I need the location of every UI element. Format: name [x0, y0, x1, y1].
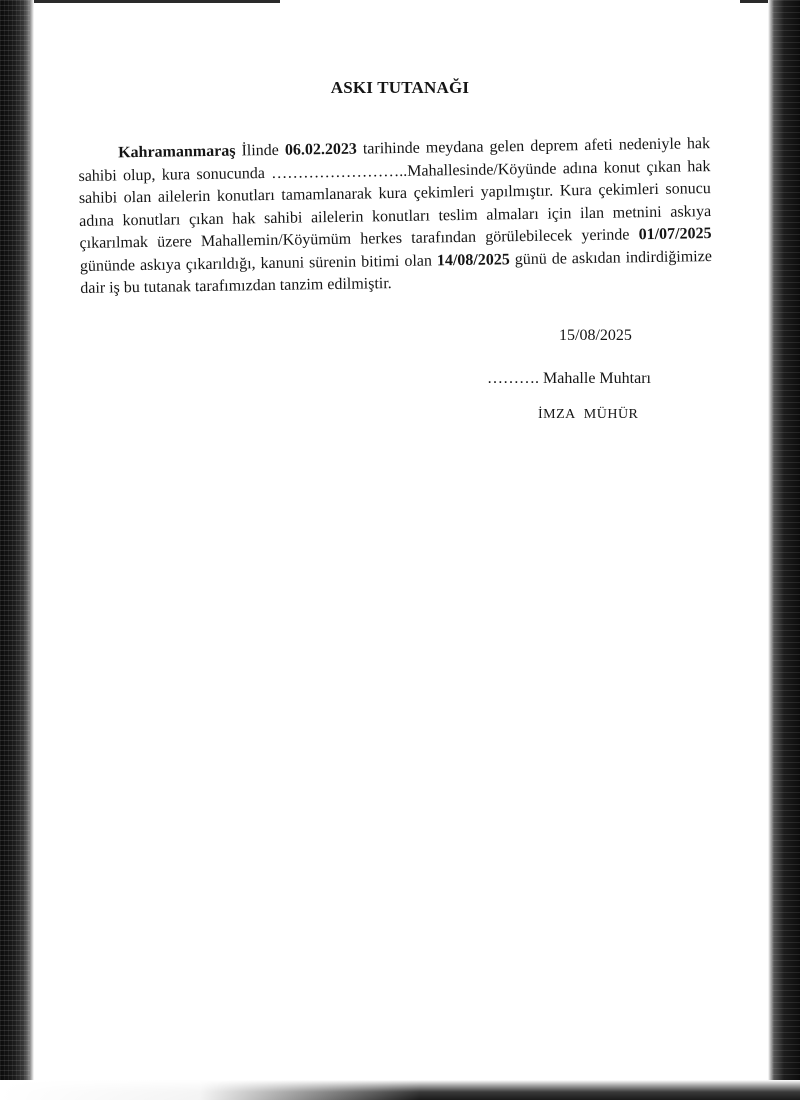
scan-edge-bottom-fade: [0, 1080, 420, 1100]
body-segment-3: gününde askıya çıkarıldığı, kanuni sürenin bitimi olan: [79, 251, 438, 275]
body-segment-4: günü de askıdan indirdiğimize dair iş bu tutanak tarafımızdan tanzim edilmiştir.: [80, 247, 713, 297]
seal-label: MÜHÜR: [583, 407, 639, 422]
scan-edge-right-noise: [772, 0, 800, 1100]
body-segment-1: İlinde: [235, 141, 286, 160]
posting-date: 01/07/2025: [638, 225, 712, 244]
document-body: [78, 133, 712, 300]
removal-date: 14/08/2025: [436, 250, 510, 269]
signature-label: İMZA: [538, 407, 576, 422]
city-name: Kahramanmaraş: [118, 142, 236, 162]
document-date: 15/08/2025: [559, 327, 632, 344]
signatory-title: ………. Mahalle Muhtarı: [487, 370, 651, 387]
scan-edge-top-gap: [280, 0, 740, 3]
signature-seal-line: [538, 407, 638, 423]
document-title: ASKI TUTANAĞI: [330, 78, 470, 97]
paragraph-indent: [78, 157, 118, 158]
scan-edge-left-noise: [0, 0, 30, 1100]
body-segment-2: tarihinde meydana gelen deprem afeti nedeniyle hak sahibi olup, kura sonucunda ……………………..Mahallesinde/Köyünde adına konut çıkan hak sahibi olan ailelerin konutları tamamlanarak kura çekimleri yapılmıştır. Kura çekimleri sonucu adına konutları çıkan hak sahibi ailelerin konutları teslim almaları için ilan metnini askıya çıkarılmak üzere Mahallemin/Köyümüm herkes tarafından görülebilecek yerinde: [78, 135, 712, 252]
earthquake-date: 06.02.2023: [284, 140, 357, 159]
